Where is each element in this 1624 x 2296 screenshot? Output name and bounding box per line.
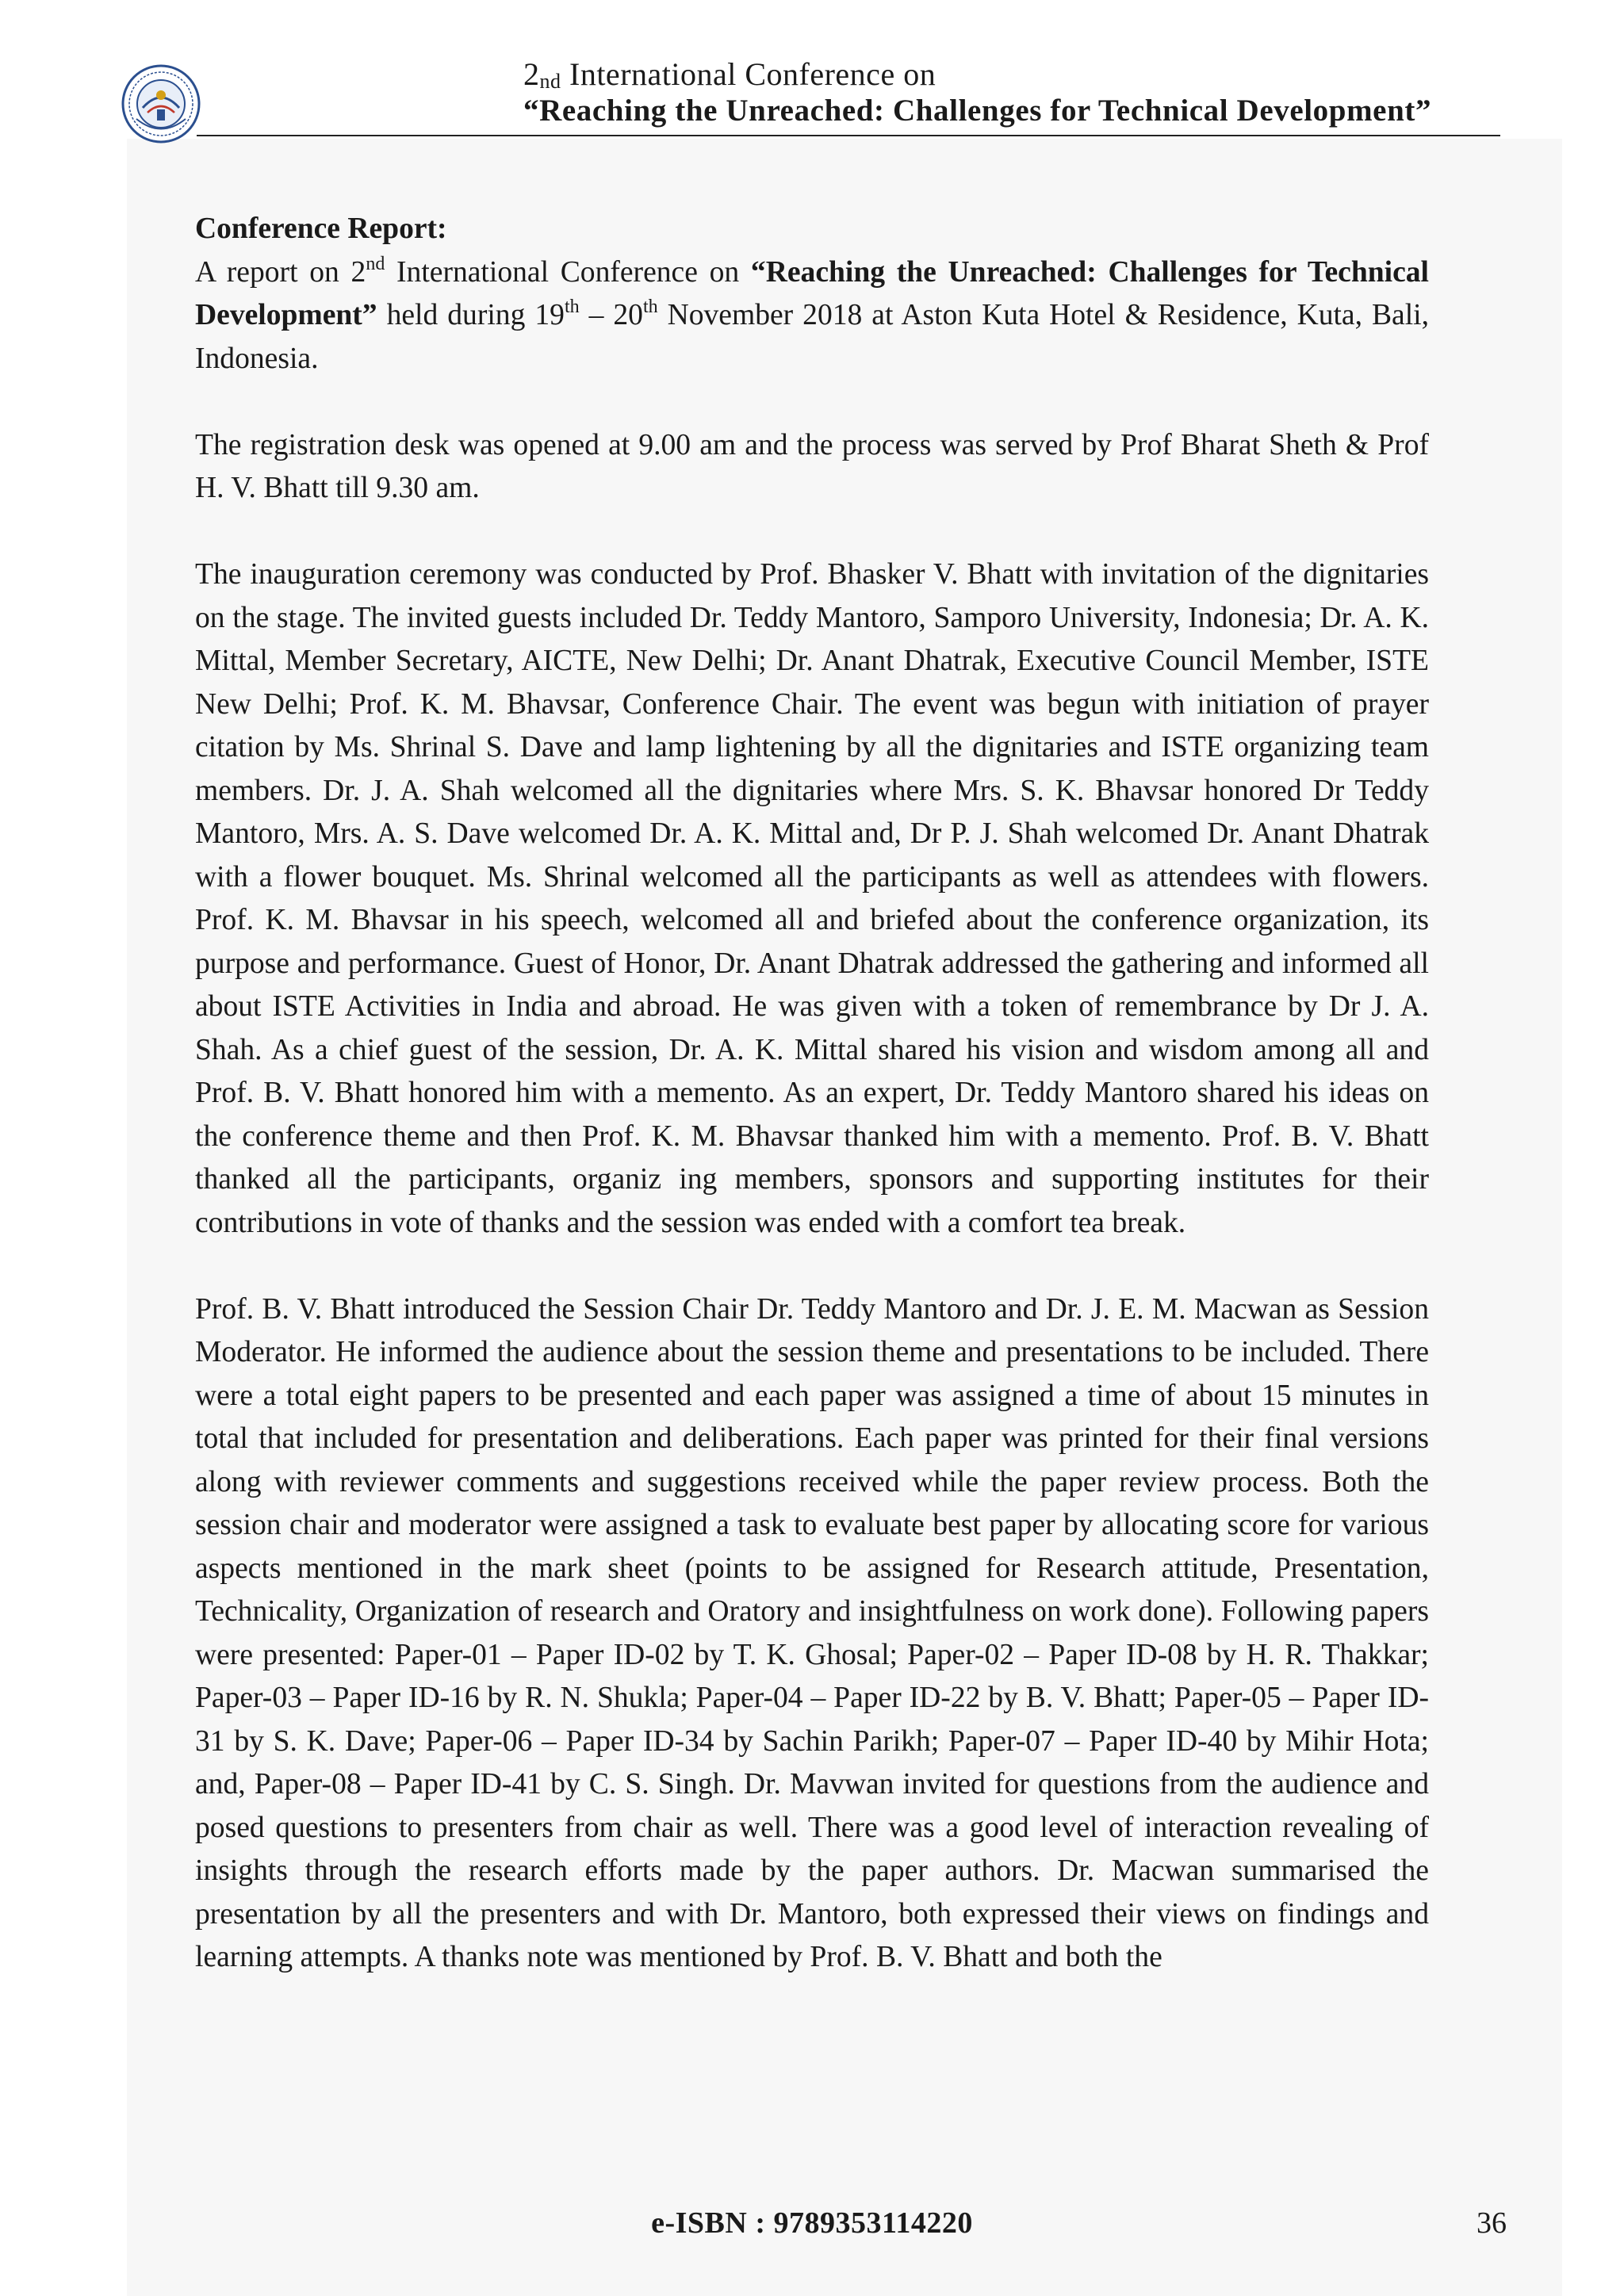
header-conference-theme: “Reaching the Unreached: Challenges for Technical Development”	[523, 94, 1432, 128]
report-body	[195, 208, 1429, 2022]
footer-isbn: e-ISBN : 9789353114220	[651, 2206, 973, 2240]
registration-paragraph: The registration desk was opened at 9.00 am and the process was served by Prof Bharat Sheth & Prof H. V. Bhatt till 9.30 am.	[195, 428, 1429, 504]
report-intro-paragraph: A report on 2nd International Conference on “Reaching the Unreached: Challenges for Technical Development” held during 19th – 20th November 2018 at Aston Kuta Hotel & Residence, Kuta, Bali, Indonesia.	[195, 253, 1430, 375]
report-title: Conference Report:	[195, 212, 447, 245]
header-conference-line: 2nd International Conference on	[523, 56, 936, 93]
header-ordinal-suffix: nd	[539, 70, 561, 93]
page-number: 36	[1477, 2206, 1507, 2240]
header-divider	[197, 135, 1500, 136]
inauguration-paragraph: The inauguration ceremony was conducted by Prof. Bhasker V. Bhatt with invitation of the dignitaries on the stage. The invited guests included Dr. Teddy Mantoro, Samporo University, Indonesia; Dr. A. K. Mittal, Member Secretary, AICTE, New Delhi; Dr. Anant Dhatrak, Executive Council Member, ISTE New Delhi; Prof. K. M. Bhavsar, Conference Chair. The event was begun with initiation of prayer citation by Ms. Shrinal S. Dave and lamp lightening by all the dignitaries and ISTE organizing team members. Dr. J. A. Shah welcomed all the dignitaries where Mrs. S. K. Bhavsar honored Dr Teddy Mantoro, Mrs. A. S. Dave welcomed Dr. A. K. Mittal and, Dr P. J. Shah welcomed Dr. Anant Dhatrak with a flower bouquet. Ms. Shrinal welcomed all the participants as well as attendees with flowers. Prof. K. M. Bhavsar in his speech, welcomed all and briefed about the conference organization, its purpose and performance. Guest of Honor, Dr. Anant Dhatrak addressed the gathering and informed all about ISTE Activities in India and abroad. He was given with a token of remembrance by Dr J. A. Shah. As a chief guest of the session, Dr. A. K. Mittal shared his vision and wisdom among all and Prof. B. V. Bhatt honored him with a memento. As an expert, Dr. Teddy Mantoro shared his ideas on the conference theme and then Prof. K. M. Bhavsar thanked him with a memento. Prof. B. V. Bhatt thanked all the participants, organiz ing members, sponsors and supporting institutes for their contributions in vote of thanks and the session was ended with a comfort tea break.	[195, 558, 1429, 1239]
session-paragraph: Prof. B. V. Bhatt introduced the Session Chair Dr. Teddy Mantoro and Dr. J. E. M. Macwan as Session Moderator. He informed the audience about the session theme and presentations to be included. There were a total eight papers to be presented and each paper was assigned a time of about 15 minutes in total that included for presentation and deliberations. Each paper was printed for their final versions along with reviewer comments and suggestions received while the paper review process. Both the session chair and moderator were assigned a task to evaluate best paper by allocating score for various aspects mentioned in the mark sheet (points to be assigned for Research attitude, Presentation, Technicality, Organization of research and Oratory and insightfulness on work done). Following papers were presented: Paper-01 – Paper ID-02 by T. K. Ghosal; Paper-02 – Paper ID-08 by H. R. Thakkar; Paper-03 – Paper ID-16 by R. N. Shukla; Paper-04 – Paper ID-22 by B. V. Bhatt; Paper-05 – Paper ID-31 by S. K. Dave; Paper-06 – Paper ID-34 by Sachin Parikh; Paper-07 – Paper ID-40 by Mihir Hota; and, Paper-08 – Paper ID-41 by C. S. Singh. Dr. Mavwan invited for questions from the audience and posed questions to presenters from chair as well. There was a good level of interaction revealing of insights through the research efforts made by the paper authors. Dr. Macwan summarised the presentation by all the presenters and with Dr. Mantoro, both expressed their views on findings and learning attempts. A thanks note was mentioned by Prof. B. V. Bhatt and both the	[195, 1292, 1429, 1973]
conference-logo-icon	[121, 63, 201, 144]
